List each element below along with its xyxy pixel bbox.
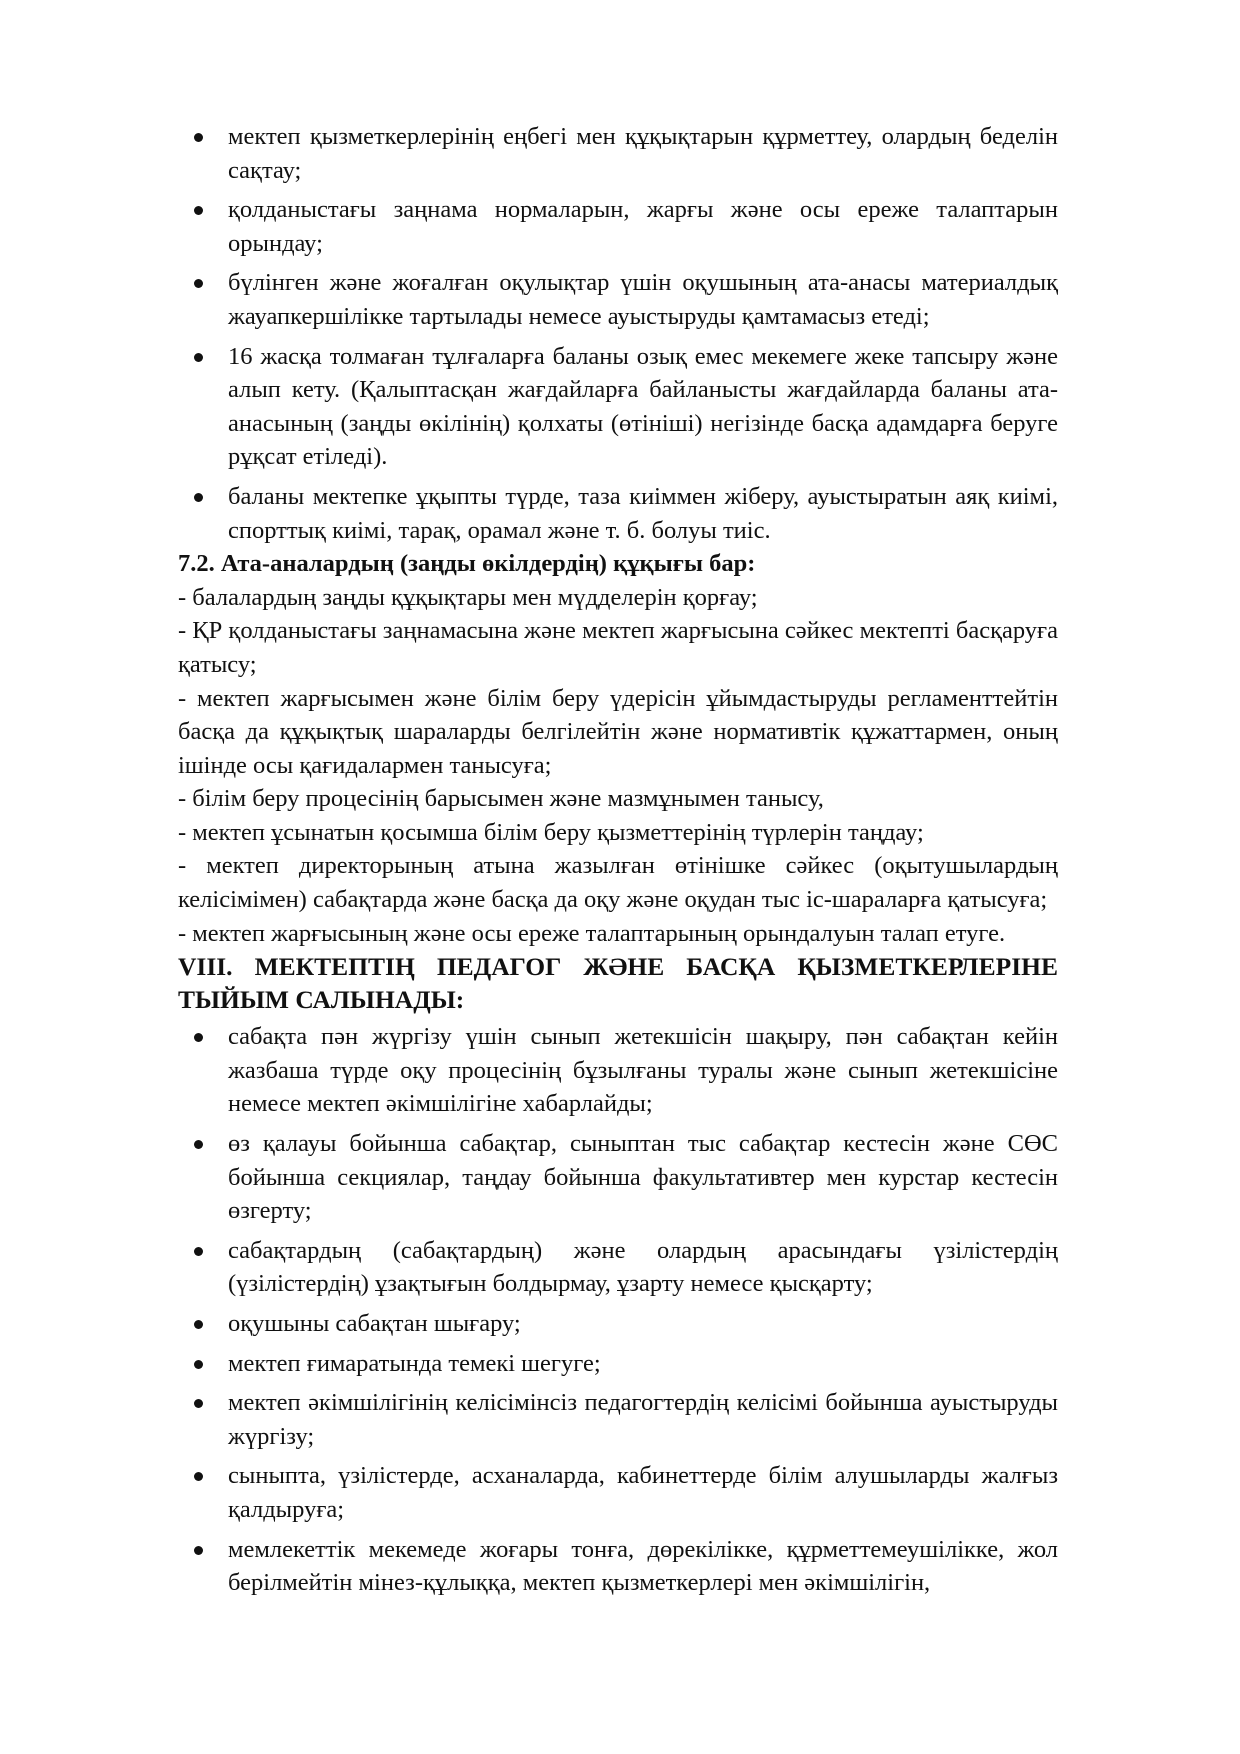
bullet-icon <box>194 1140 203 1149</box>
list-item: - мектеп жарғысымен және білім беру үдерісін ұйымдастыруды регламенттейтін басқа да құқықтық шараларды белгілейтін және нормативтік құжаттармен, оның ішінде осы қағидалармен танысуға; <box>178 684 1058 779</box>
parent-rights-list <box>178 581 1058 951</box>
list-item: сыныпта, үзілістерде, асханаларда, кабинеттерде білім алушыларды жалғыз қалдыруға; <box>178 1459 1058 1526</box>
list-item: мектеп ғимаратында темекі шегуге; <box>178 1347 1058 1381</box>
bullet-icon <box>194 1399 203 1408</box>
list-item: бүлінген және жоғалған оқулықтар үшін оқушының ата-анасы материалдық жауапкершілікке тартылады немесе ауыстыруды қамтамасыз етеді; <box>178 266 1058 333</box>
section-heading-7-2: 7.2. Ата-аналардың (заңды өкілдердің) құқығы бар: <box>178 550 756 578</box>
list-item: - ҚР қолданыстағы заңнамасына және мектеп жарғысына сәйкес мектепті басқаруға қатысу; <box>178 617 1058 678</box>
list-item: мемлекеттік мекемеде жоғары тонға, дөрекілікке, құрметтемеушілікке, жол берілмейтін мінез-құлыққа, мектеп қызметкерлері мен әкімшілігін, <box>178 1533 1058 1600</box>
list-item: - балалардың заңды құқықтары мен мүдделерін қорғау; <box>178 583 758 611</box>
list-item: мектеп қызметкерлерінің еңбегі мен құқықтарын құрметтеу, олардың беделін сақтау; <box>178 120 1058 187</box>
bullet-icon <box>194 1247 203 1256</box>
bullet-icon <box>194 279 203 288</box>
list-item: баланы мектепке ұқыпты түрде, таза киіммен жіберу, ауыстыратын аяқ киімі, спорттық киімі, тарақ, орамал және т. б. болуы тиіс. <box>178 480 1058 547</box>
bullet-icon <box>194 1360 203 1369</box>
parent-duties-list <box>178 120 1058 547</box>
bullet-icon <box>194 353 203 362</box>
section-heading-8: VIII. МЕКТЕПТІҢ ПЕДАГОГ ЖӘНЕ БАСҚА ҚЫЗМЕТКЕРЛЕРІНЕ ТЫЙЫМ САЛЫНАДЫ: <box>178 952 1058 1015</box>
list-item: оқушыны сабақтан шығару; <box>178 1307 1058 1341</box>
staff-prohibitions-list <box>178 1020 1058 1600</box>
bullet-icon <box>194 1472 203 1481</box>
list-item: өз қалауы бойынша сабақтар, сыныптан тыс сабақтар кестесін және СӨС бойынша секциялар, таңдау бойынша факультативтер мен курстар кестесін өзгерту; <box>178 1127 1058 1228</box>
list-item: - білім беру процесінің барысымен және мазмұнымен танысу, <box>178 785 824 813</box>
bullet-icon <box>194 133 203 142</box>
list-item: - мектеп жарғысының және осы ереже талаптарының орындалуын талап етуге. <box>178 919 1006 947</box>
list-item: - мектеп ұсынатын қосымша білім беру қызметтерінің түрлерін таңдау; <box>178 818 924 846</box>
bullet-icon <box>194 1320 203 1329</box>
bullet-icon <box>194 1546 203 1555</box>
list-item: 16 жасқа толмаған тұлғаларға баланы озық емес мекемеге жеке тапсыру және алып кету. (Қалыптасқан жағдайларға байланысты жағдайларда баланы ата-анасының (заңды өкілінің) қолхаты (өтініші) негізінде басқа адамдарға беруге рұқсат етіледі). <box>178 340 1058 474</box>
list-item: сабақта пән жүргізу үшін сынып жетекшісін шақыру, пән сабақтан кейін жазбаша түрде оқу процесінің бұзылғаны туралы және сынып жетекшісіне немесе мектеп әкімшілігіне хабарлайды; <box>178 1020 1058 1121</box>
list-item: сабақтардың (сабақтардың) және олардың арасындағы үзілістердің (үзілістердің) ұзақтығын болдырмау, ұзарту немесе қысқарту; <box>178 1234 1058 1301</box>
bullet-icon <box>194 493 203 502</box>
list-item: - мектеп директорының атына жазылған өтінішке сәйкес (оқытушылардың келісімімен) сабақтарда және басқа да оқу және оқудан тыс іс-шараларға қатысуға; <box>178 852 1058 914</box>
list-item: қолданыстағы заңнама нормаларын, жарғы және осы ереже талаптарын орындау; <box>178 193 1058 260</box>
bullet-icon <box>194 206 203 215</box>
bullet-icon <box>194 1033 203 1042</box>
list-item: мектеп әкімшілігінің келісімінсіз педагогтердің келісімі бойынша ауыстыруды жүргізу; <box>178 1386 1058 1453</box>
document-page <box>178 120 1058 1606</box>
